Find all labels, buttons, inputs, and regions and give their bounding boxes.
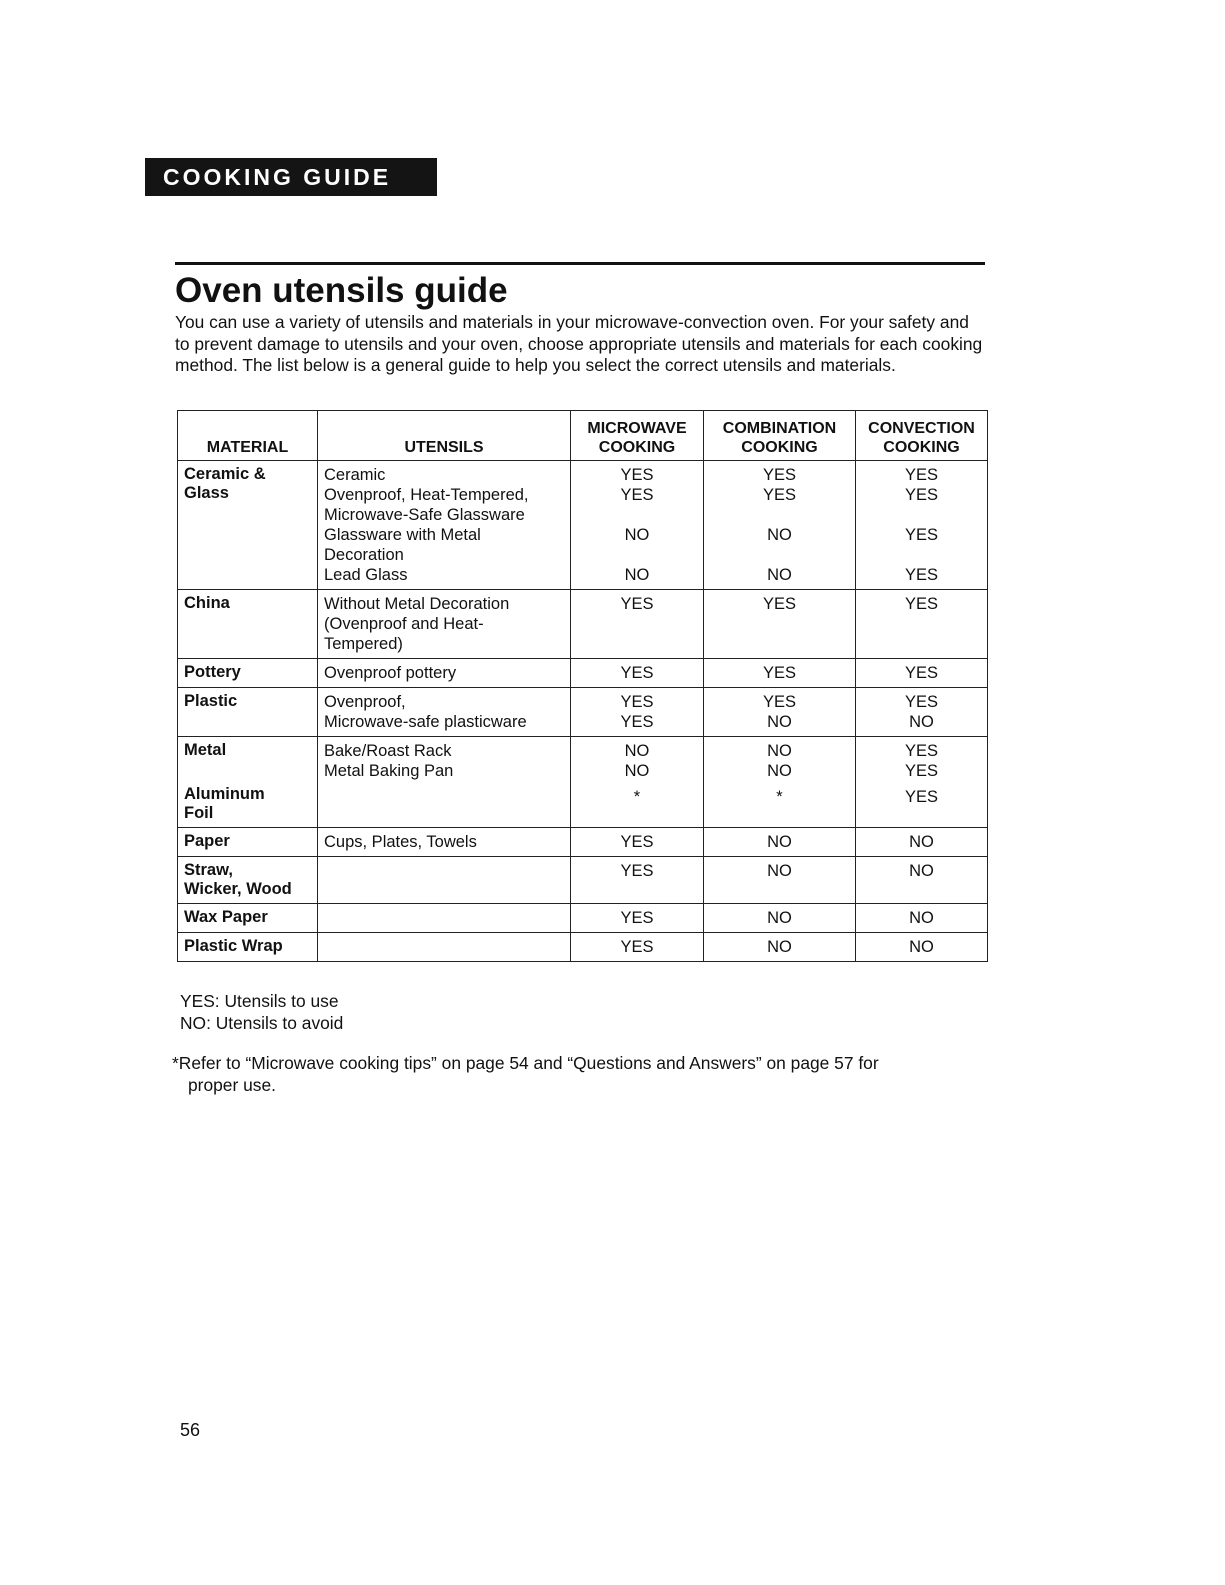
utensil-item — [324, 832, 564, 852]
table-row — [178, 590, 988, 659]
table-row — [178, 904, 988, 933]
combination-value: NO — [767, 862, 792, 880]
material-name: Wicker, Wood — [184, 880, 292, 898]
utensil-item — [324, 908, 564, 928]
utensil-item — [324, 692, 564, 712]
utensil-item — [324, 712, 564, 732]
convection-cell — [856, 857, 988, 904]
microwave-value: YES — [620, 862, 654, 880]
microwave-value: YES — [620, 833, 654, 851]
microwave-cell — [571, 904, 704, 933]
material-name: Straw, — [184, 861, 233, 879]
table-row — [178, 857, 988, 904]
combination-cell — [704, 590, 856, 659]
combination-cell — [704, 857, 856, 904]
material-cell — [178, 688, 318, 737]
material-name: China — [184, 594, 230, 612]
microwave-cell — [571, 688, 704, 737]
utensils-cell — [318, 904, 571, 933]
convection-value: NO — [909, 833, 934, 851]
combination-value: * — [776, 788, 783, 806]
combination-value: NO — [767, 566, 792, 584]
material-name: Metal — [184, 741, 227, 759]
utensil-item — [324, 663, 564, 683]
combination-cell — [704, 933, 856, 962]
header-microwave: MICROWAVE COOKING — [571, 411, 704, 461]
header-material: MATERIAL — [178, 411, 318, 461]
utensil-item — [324, 761, 564, 781]
convection-value: NO — [909, 713, 934, 731]
convection-cell — [856, 828, 988, 857]
material-name: Ceramic & — [184, 465, 266, 483]
material-cell — [178, 590, 318, 659]
convection-value: NO — [909, 938, 934, 956]
utensils-cell — [318, 933, 571, 962]
combination-cell — [704, 659, 856, 688]
material-name: Wax Paper — [184, 908, 268, 926]
microwave-value: YES — [620, 664, 654, 682]
utensil-name: Decoration — [324, 546, 404, 564]
combination-value: NO — [767, 909, 792, 927]
utensils-table — [177, 410, 988, 962]
table-row — [178, 933, 988, 962]
material-name: Aluminum — [184, 785, 265, 803]
table-body — [178, 461, 988, 962]
utensils-cell — [318, 828, 571, 857]
material-cell — [178, 659, 318, 688]
combination-value: YES — [762, 466, 797, 484]
legend-yes: YES: Utensils to use — [180, 991, 339, 1011]
utensil-name: Tempered) — [324, 635, 403, 653]
material-cell — [178, 737, 318, 828]
microwave-value: YES — [620, 486, 654, 504]
combination-cell — [704, 828, 856, 857]
microwave-cell — [571, 857, 704, 904]
convection-cell — [856, 461, 988, 590]
convection-cell — [856, 737, 988, 828]
material-name: Foil — [184, 804, 214, 822]
legend-no: NO: Utensils to avoid — [180, 1013, 344, 1033]
convection-value: YES — [904, 486, 939, 504]
microwave-value: YES — [620, 466, 654, 484]
microwave-value: YES — [620, 693, 654, 711]
microwave-cell — [571, 659, 704, 688]
utensil-item — [324, 594, 564, 654]
combination-value: YES — [762, 664, 797, 682]
footnote-line-2: proper use. — [188, 1075, 276, 1095]
header-convection: CONVECTION COOKING — [856, 411, 988, 461]
utensil-name: Without Metal Decoration — [324, 595, 510, 613]
combination-cell — [704, 461, 856, 590]
utensil-item — [324, 741, 564, 761]
convection-value: YES — [904, 693, 939, 711]
convection-value: YES — [904, 566, 939, 584]
material-cell — [178, 933, 318, 962]
table-row — [178, 659, 988, 688]
utensil-name: Glassware with Metal — [324, 526, 481, 544]
convection-value: YES — [904, 595, 939, 613]
header-combination: COMBINATION COOKING — [704, 411, 856, 461]
combination-value: YES — [762, 486, 797, 504]
utensil-name: Microwave-safe plasticware — [324, 713, 527, 731]
material-cell — [178, 904, 318, 933]
table-row — [178, 737, 988, 828]
combination-value: NO — [767, 526, 792, 544]
utensils-cell — [318, 659, 571, 688]
utensil-name: Lead Glass — [324, 566, 408, 584]
combination-cell — [704, 904, 856, 933]
microwave-value: YES — [620, 713, 654, 731]
table-row — [178, 461, 988, 590]
microwave-value: NO — [624, 526, 650, 544]
utensils-cell — [318, 590, 571, 659]
convection-value: YES — [904, 788, 939, 806]
combination-value: NO — [767, 713, 792, 731]
combination-value: YES — [762, 693, 797, 711]
table-row — [178, 828, 988, 857]
utensil-name: Metal Baking Pan — [324, 762, 454, 780]
convection-value: YES — [904, 742, 939, 760]
utensil-item — [324, 485, 564, 525]
utensil-item — [324, 565, 564, 585]
microwave-value: YES — [620, 938, 654, 956]
title-rule — [175, 262, 985, 265]
convection-cell — [856, 590, 988, 659]
convection-cell — [856, 933, 988, 962]
convection-cell — [856, 904, 988, 933]
microwave-value: NO — [624, 566, 650, 584]
utensil-name: Microwave-Safe Glassware — [324, 506, 525, 524]
material-name: Paper — [184, 832, 230, 850]
utensils-cell — [318, 737, 571, 828]
utensil-name: Ceramic — [324, 466, 386, 484]
utensil-item — [324, 861, 564, 881]
table-header-row — [178, 411, 988, 461]
microwave-cell — [571, 737, 704, 828]
combination-value: NO — [767, 938, 792, 956]
table-row — [178, 688, 988, 737]
microwave-cell — [571, 590, 704, 659]
page-title: Oven utensils guide — [175, 271, 508, 310]
section-banner — [145, 158, 437, 196]
utensil-name: Bake/Roast Rack — [324, 742, 452, 760]
microwave-value: * — [633, 788, 641, 806]
utensil-item — [324, 465, 564, 485]
convection-value: YES — [904, 762, 939, 780]
microwave-cell — [571, 828, 704, 857]
utensils-cell — [318, 688, 571, 737]
microwave-cell — [571, 933, 704, 962]
combination-value: NO — [767, 762, 792, 780]
combination-cell — [704, 737, 856, 828]
convection-cell — [856, 659, 988, 688]
utensil-item — [324, 781, 564, 801]
utensil-name: Ovenproof, — [324, 693, 406, 711]
utensil-name: Cups, Plates, Towels — [324, 833, 477, 851]
utensils-cell — [318, 857, 571, 904]
convection-value: NO — [909, 909, 934, 927]
page-number: 56 — [180, 1420, 201, 1440]
material-cell — [178, 461, 318, 590]
combination-value: YES — [762, 595, 797, 613]
footnote-line-1: *Refer to “Microwave cooking tips” on page 54 and “Questions and Answers” on page 57 for — [172, 1053, 879, 1073]
material-name: Plastic Wrap — [184, 937, 283, 955]
header-utensils: UTENSILS — [318, 411, 571, 461]
convection-value: YES — [904, 466, 939, 484]
convection-value: NO — [909, 862, 934, 880]
material-name: Glass — [184, 484, 229, 502]
combination-cell — [704, 688, 856, 737]
section-label: COOKING GUIDE — [163, 163, 392, 190]
convection-value: YES — [904, 526, 939, 544]
utensil-name: Ovenproof, Heat-Tempered, — [324, 486, 529, 504]
utensil-name: Ovenproof pottery — [324, 664, 457, 682]
microwave-value: YES — [620, 909, 654, 927]
microwave-cell — [571, 461, 704, 590]
material-name: Plastic — [184, 692, 238, 710]
combination-value: NO — [767, 742, 792, 760]
microwave-value: NO — [624, 742, 650, 760]
material-name: Pottery — [184, 663, 241, 681]
convection-value: YES — [904, 664, 939, 682]
material-cell — [178, 828, 318, 857]
utensils-cell — [318, 461, 571, 590]
utensil-name: (Ovenproof and Heat- — [324, 615, 484, 633]
intro-paragraph: You can use a variety of utensils and materials in your microwave-convection oven. For your safety and to prevent damage to utensils and your oven, choose appropriate utensils and materials for each cooking method. The list below is a general guide to help you select the correct utensils and materials. — [175, 312, 983, 375]
material-cell — [178, 857, 318, 904]
microwave-value: YES — [620, 595, 654, 613]
legend — [180, 990, 343, 1034]
utensil-item — [324, 525, 564, 565]
footnote — [172, 1052, 992, 1096]
combination-value: NO — [767, 833, 792, 851]
utensil-item — [324, 937, 564, 957]
convection-cell — [856, 688, 988, 737]
microwave-value: NO — [624, 762, 650, 780]
